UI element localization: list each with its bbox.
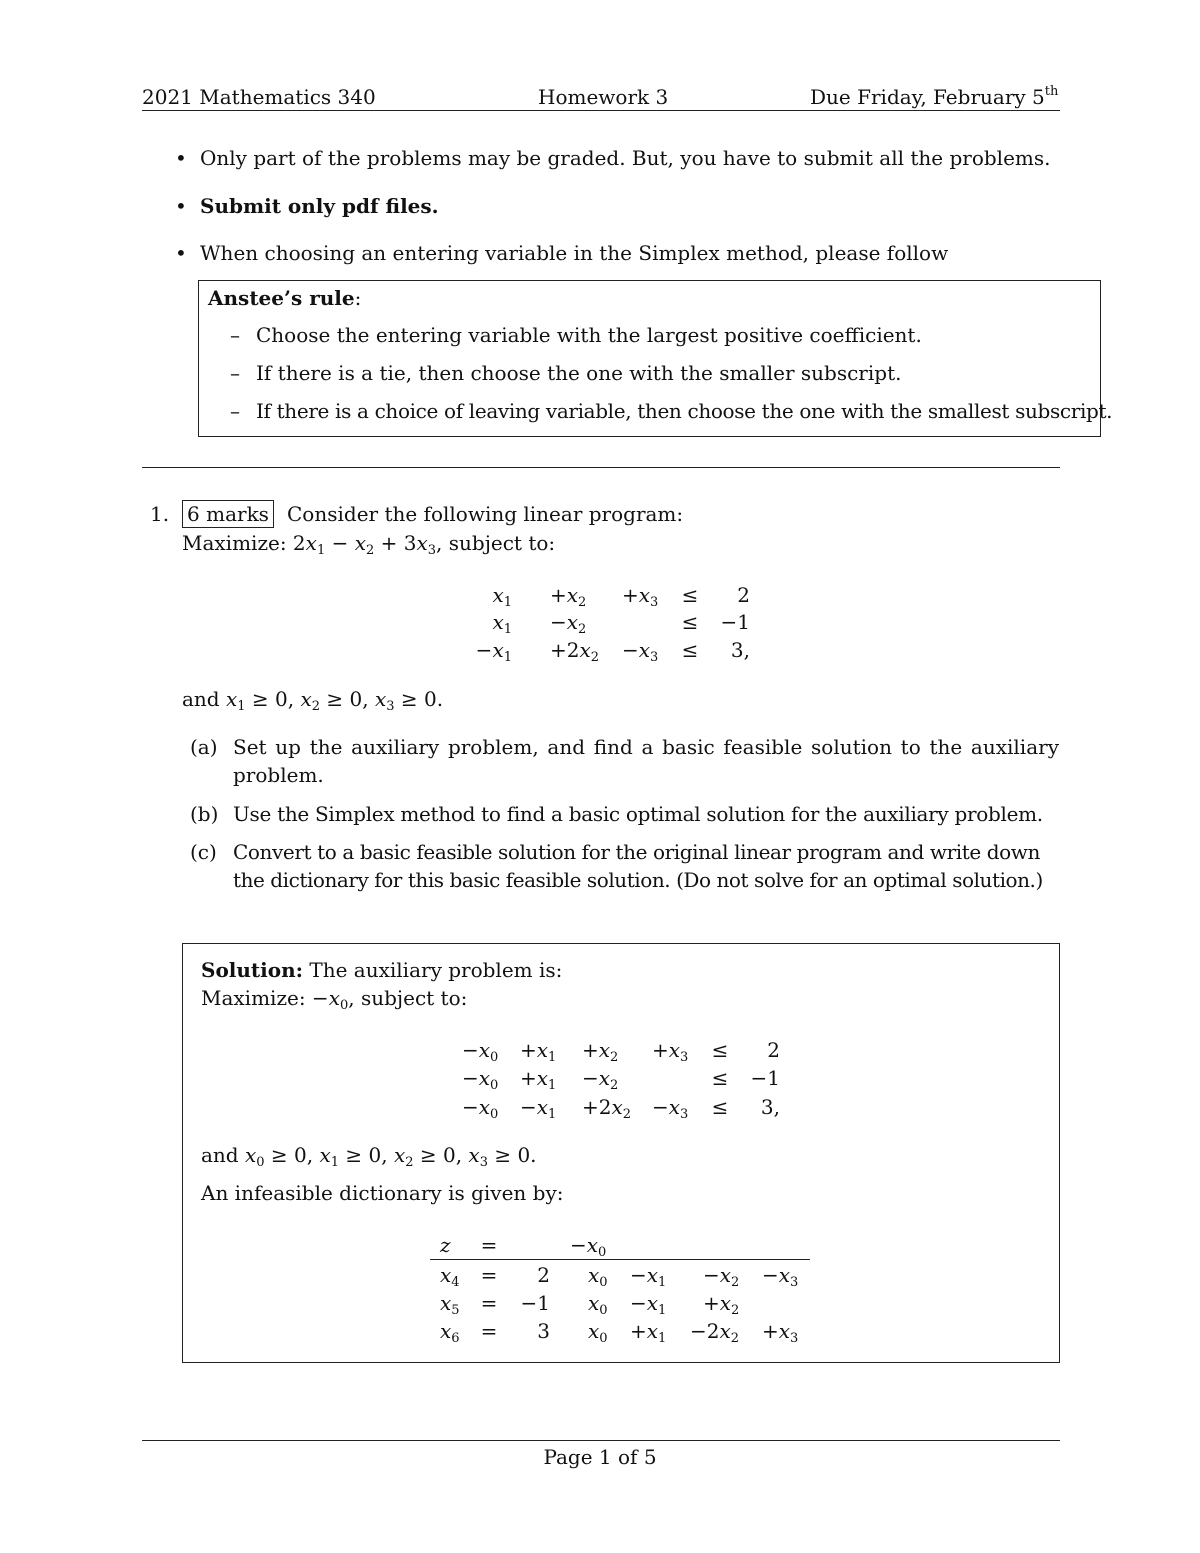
aux-nonnegativity-line: and $x_0 \ge 0$, $x_1 \ge 0$, $x_2 \ge 0$, $x_3 \ge 0$. [201, 1143, 537, 1170]
dict-constant: 3 [537, 1319, 550, 1343]
coef-cell: $-x_3$ [652, 1095, 689, 1122]
coef-cell: $-x_2$ [582, 1066, 619, 1093]
coef-cell: $+x_1$ [520, 1066, 557, 1093]
leq-sign: ≤ [711, 1095, 729, 1119]
header-course: 2021 Mathematics 340 [142, 85, 376, 109]
rhs-cell: −1 [720, 610, 750, 634]
subject-to-label: , subject to: [348, 986, 468, 1010]
bullet-text: Only part of the problems may be graded. But, you have to submit all the problems. [200, 146, 1051, 170]
dict-var: $x_4$ [440, 1263, 460, 1290]
equals-sign: = [480, 1319, 498, 1343]
rhs-cell: 3, [730, 638, 750, 662]
section-rule [142, 467, 1060, 468]
coef-cell: $+x_2$ [550, 583, 587, 610]
coef-cell: $-x_0$ [462, 1095, 499, 1122]
subject-to-label: , subject to: [436, 531, 556, 555]
bullet-icon: • [175, 241, 187, 265]
coef-cell: $+2x_2$ [582, 1095, 632, 1122]
solution-heading [201, 957, 562, 983]
coef-cell: $-x_1$ [475, 638, 512, 665]
solution-intro: The auxiliary problem is: [309, 958, 563, 982]
leq-sign: ≤ [711, 1038, 729, 1062]
and-label: and [201, 1143, 239, 1167]
coef-cell: $-x_1$ [520, 1095, 557, 1122]
part-text-cont: the dictionary for this basic feasible solution. (Do not solve for an optimal solution.) [233, 868, 1043, 892]
coef-cell: $+2x_2$ [550, 638, 600, 665]
leq-sign: ≤ [711, 1066, 729, 1090]
part-label: (b) [190, 802, 219, 826]
dict-cell: $+x_1$ [630, 1319, 667, 1346]
coef-cell: $-x_0$ [462, 1038, 499, 1065]
rhs-cell: 2 [737, 583, 750, 607]
coef-cell: $x_1$ [492, 610, 512, 637]
coef-cell: $+x_1$ [520, 1038, 557, 1065]
dict-cell: $-x_0$ [570, 1233, 607, 1260]
part-text: Use the Simplex method to find a basic optimal solution for the auxiliary problem. [233, 802, 1043, 826]
rule-title-colon: : [354, 286, 362, 310]
marks-badge: 6 marks [182, 500, 274, 528]
dash-icon: – [230, 399, 240, 423]
anstee-rule-box [198, 280, 1113, 437]
maximize-label: Maximize: [182, 531, 287, 555]
dict-cell: $x_0$ [588, 1291, 608, 1318]
nonnegativity-line: and $x_1 \ge 0$, $x_2 \ge 0$, $x_3 \ge 0$. [182, 687, 444, 714]
rule-title-text: Anstee’s rule [208, 286, 355, 310]
rhs-cell: 2 [767, 1038, 780, 1062]
header-rule [142, 110, 1060, 111]
header-due-text: Due Friday, February 5 [810, 85, 1045, 109]
part-text-cont: problem. [233, 763, 324, 787]
bullet-icon: • [175, 194, 187, 218]
bullet-text: When choosing an entering variable in the Simplex method, please follow [200, 241, 949, 265]
equals-sign: = [480, 1291, 498, 1315]
dict-cell: $-x_1$ [630, 1291, 667, 1318]
coef-cell: $-x_0$ [462, 1066, 499, 1093]
problem-number: 1. [150, 502, 170, 526]
dict-cell: $x_0$ [588, 1319, 608, 1346]
bullet-text-bold: Submit only pdf files. [200, 194, 439, 218]
dict-var: $x_6$ [440, 1319, 460, 1346]
page-number: Page 1 of 5 [543, 1445, 657, 1469]
part-text: Set up the auxiliary problem, and find a basic feasible solution to the auxiliary [233, 735, 1059, 759]
equals-sign: = [480, 1233, 498, 1257]
equals-sign: = [480, 1263, 498, 1287]
rule-item: If there is a choice of leaving variable, then choose the one with the smallest subscript. [256, 399, 1113, 423]
coef-cell: $-x_3$ [622, 638, 659, 665]
header-title: Homework 3 [538, 85, 669, 109]
dash-icon: – [230, 323, 240, 347]
part-label: (a) [190, 735, 218, 759]
dict-cell: $-x_3$ [762, 1263, 799, 1290]
part-text: Convert to a basic feasible solution for the original linear program and write down [233, 840, 1040, 864]
header-due-sup: th [1044, 84, 1059, 99]
part-label: (c) [190, 840, 217, 864]
dict-constant: 2 [537, 1263, 550, 1287]
rule-title [208, 285, 361, 311]
coef-cell: $+x_3$ [652, 1038, 689, 1065]
coef-cell: $x_1$ [492, 583, 512, 610]
header-due [810, 84, 1058, 110]
dict-var: z [440, 1233, 451, 1257]
dict-cell: $x_0$ [588, 1263, 608, 1290]
rule-item: If there is a tie, then choose the one with the smaller subscript. [256, 361, 902, 385]
dict-constant: −1 [520, 1291, 550, 1315]
aux-objective-line: Maximize: $-x_0$, subject to: [201, 986, 468, 1013]
bullet-icon: • [175, 146, 187, 170]
dict-cell: $-x_1$ [630, 1263, 667, 1290]
dict-cell: $-2x_2$ [690, 1319, 740, 1346]
dict-var: $x_5$ [440, 1291, 460, 1318]
coef-cell: $+x_2$ [582, 1038, 619, 1065]
dictionary-rule [430, 1259, 810, 1260]
footer-rule [142, 1440, 1060, 1441]
dash-icon: – [230, 361, 240, 385]
coef-cell: $+x_3$ [622, 583, 659, 610]
leq-sign: ≤ [681, 638, 699, 662]
maximize-label: Maximize: [201, 986, 306, 1010]
dict-cell: $-x_2$ [703, 1263, 740, 1290]
dict-cell: $+x_3$ [762, 1319, 799, 1346]
rhs-cell: −1 [750, 1066, 780, 1090]
solution-label: Solution: [201, 958, 304, 982]
coef-cell: $-x_2$ [550, 610, 587, 637]
leq-sign: ≤ [681, 583, 699, 607]
dict-cell: $+x_2$ [703, 1291, 740, 1318]
objective-line: Maximize: $2x_1 - x_2 + 3x_3$, subject to: [182, 531, 556, 558]
rule-item: Choose the entering variable with the largest positive coefficient. [256, 323, 922, 347]
infeasible-text: An infeasible dictionary is given by: [201, 1181, 564, 1205]
leq-sign: ≤ [681, 610, 699, 634]
problem-intro: Consider the following linear program: [287, 502, 684, 526]
and-label: and [182, 687, 220, 711]
rhs-cell: 3, [760, 1095, 780, 1119]
